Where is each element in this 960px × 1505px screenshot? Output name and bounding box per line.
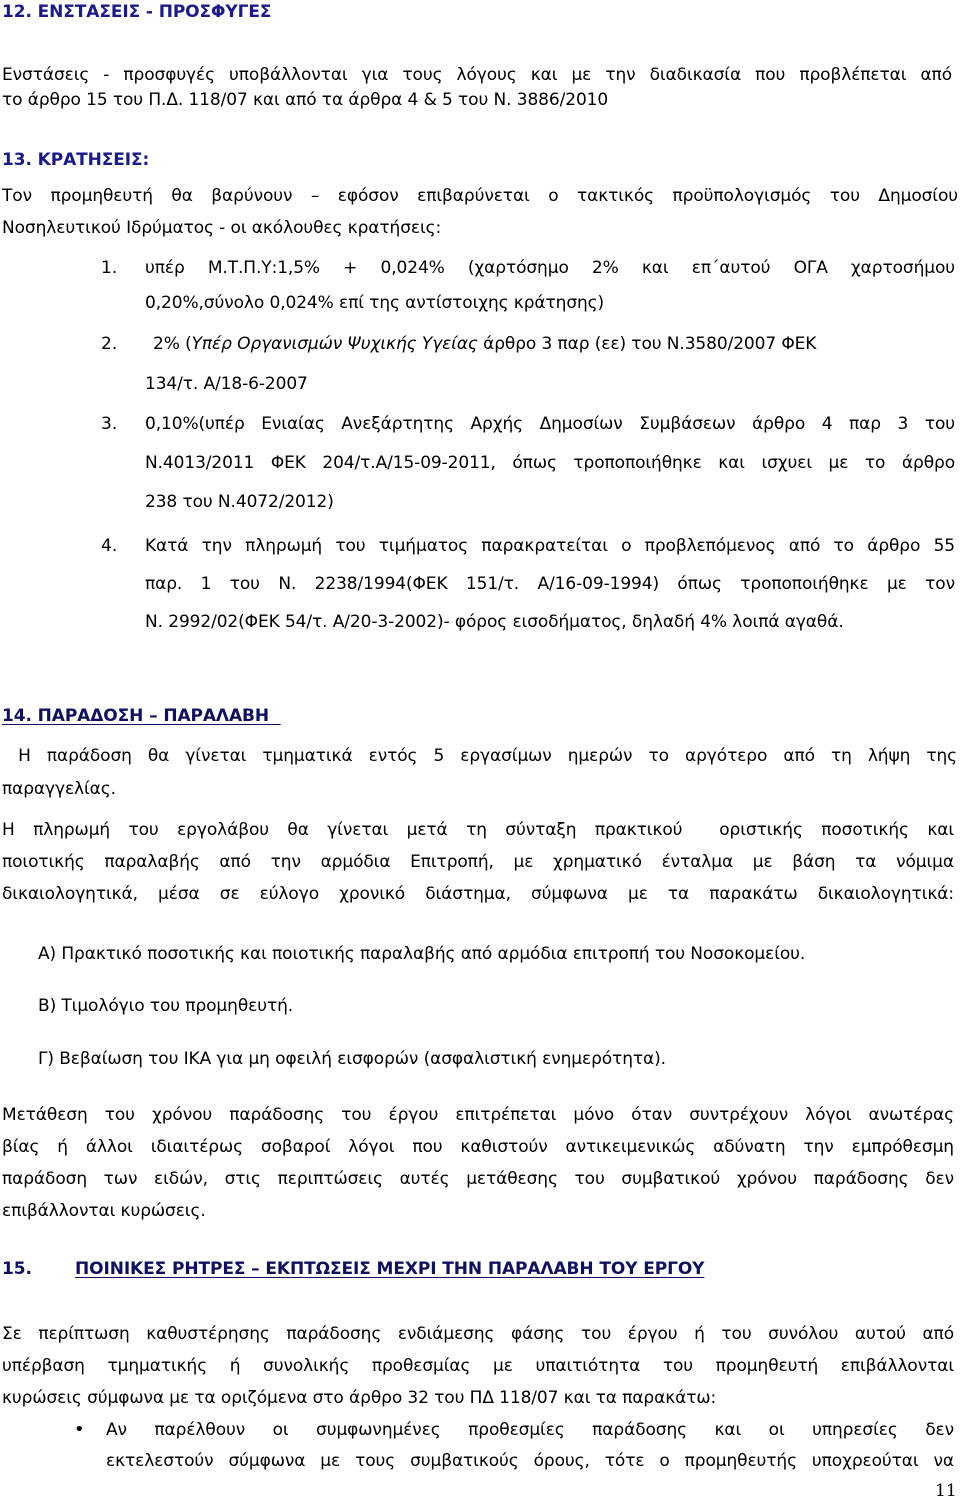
section-15-p1-line-1: Σε περίπτωση καθυστέρησης παράδοσης ενδιάμεσης φάσης του έργου ή του συνόλου αυτού από [2,1324,954,1344]
item-3-line-1: 0,10%(υπέρ Ενιαίας Ανεξάρτητης Αρχής Δημοσίων Συμβάσεων άρθρο 4 παρ 3 του [145,414,955,434]
item-3-line-2: Ν.4013/2011 ΦΕΚ 204/τ.Α/15-09-2011, όπως τροποποιήθηκε και ισχυει με το άρθρο [145,453,955,473]
item-1-number: 1. [101,258,118,278]
section-15-number: 15. [2,1259,32,1279]
item-2-line-2: 134/τ. Α/18-6-2007 [145,374,308,394]
item-2-italic-text: Υπέρ Οργανισμών Ψυχικής Υγείας [191,334,478,354]
item-3-line-3: 238 του Ν.4072/2012) [145,492,334,512]
section-15-bullet-line-1: Αν παρέλθουν οι συμφωνημένες προθεσμίες παράδοσης και οι υπηρεσίες δεν [106,1420,954,1440]
section-14-p3-line-2: βίας ή άλλοι ιδιαιτέρως σοβαροί λόγοι που καθιστούν αντικειμενικώς αδύνατη την εμπρόθεσμη [2,1137,954,1157]
section-15-heading: ΠΟΙΝΙΚΕΣ ΡΗΤΡΕΣ – ΕΚΠΤΩΣΕΙΣ ΜΕΧΡΙ ΤΗΝ ΠΑΡΑΛΑΒΗ ΤΟΥ ΕΡΓΟΥ [75,1259,705,1279]
item-3-number: 3. [101,414,118,434]
item-4-number: 4. [101,536,118,556]
section-15-p1-line-2: υπέρβαση τμηματικής ή συνολικής προθεσμίας με υπαιτιότητα του προμηθευτή επιβάλλονται [2,1356,954,1376]
section-15-bullet-line-2: εκτελεστούν σύμφωνα με τους συμβατικούς όρους, τότε ο προμηθευτής υποχρεούται να [106,1451,954,1471]
item-4-line-2: παρ. 1 του Ν. 2238/1994(ΦΕΚ 151/τ. Α/16-09-1994) όπως τροποποιήθηκε με τον [145,574,955,594]
section-14-p2-line-3: δικαιολογητικά, μέσα σε εύλογο χρονικό διάστημα, σύμφωνα με τα παρακάτω δικαιολογητικά: [2,884,954,904]
section-14-list-a: Α) Πρακτικό ποσοτικής και ποιοτικής παραλαβής από αρμόδια επιτροπή του Νοσοκομείου. [38,944,806,964]
item-2-text-end: άρθρο 3 παρ (εε) του Ν.3580/2007 ΦΕΚ [477,334,817,354]
section-14-p3-line-3: παράδοση των ειδών, στις περιπτώσεις αυτές μετάθεσης του συμβατικού χρόνου παράδοσης δεν [2,1169,954,1189]
section-14-p1-line-1: Η παράδοση θα γίνεται τμηματικά εντός 5 εργασίμων ημερών το αργότερο από τη λήψη της [2,746,958,766]
item-1-line-2: 0,20%,σύνολο 0,024% επί της αντίστοιχης κράτησης) [145,293,605,313]
item-2-line-1 [153,333,955,355]
item-2-number: 2. [101,334,118,354]
section-13-heading: 13. ΚΡΑΤΗΣΕΙΣ: [2,150,150,170]
section-14-p2-line-2: ποιοτικής παραλαβής από την αρμόδια Επιτροπή, με χρηματικό ένταλμα με βάση τα νόμιμα [2,852,954,872]
item-1-line-1: υπέρ Μ.Τ.Π.Υ:1,5% + 0,024% (χαρτόσημο 2% και επ΄αυτού ΟΓΑ χαρτοσήμου [145,258,955,278]
page-number: 11 [935,1481,957,1501]
section-13-line-2: Νοσηλευτικού Ιδρύματος - οι ακόλουθες κρατήσεις: [2,218,442,238]
section-14-heading: 14. ΠΑΡΑΔΟΣΗ – ΠΑΡΑΛΑΒΗ [2,706,281,726]
section-14-p3-line-4: επιβάλλονται κυρώσεις. [2,1201,206,1221]
section-14-p3-line-1: Μετάθεση του χρόνου παράδοσης του έργου επιτρέπεται μόνο όταν συντρέχουν λόγοι ανωτέρας [2,1105,954,1125]
section-12-line-1: Ενστάσεις - προσφυγές υποβάλλονται για τους λόγους και με την διαδικασία που προβλέπεται από [2,65,952,85]
section-12-line-2: το άρθρο 15 του Π.Δ. 118/07 και από τα άρθρα 4 & 5 του Ν. 3886/2010 [2,90,609,110]
section-14-list-b: Β) Τιμολόγιο του προμηθευτή. [38,996,294,1016]
item-4-line-3: Ν. 2992/02(ΦΕΚ 54/τ. Α/20-3-2002)- φόρος εισοδήματος, δηλαδή 4% λοιπά αγαθά. [145,612,844,632]
section-15-p1-line-3: κυρώσεις σύμφωνα με τα οριζόμενα στο άρθρο 32 του ΠΔ 118/07 και τα παρακάτω: [2,1388,717,1408]
section-14-p1-line-2: παραγγελίας. [2,779,116,799]
section-13-line-1: Τον προμηθευτή θα βαρύνουν – εφόσον επιβαρύνεται ο τακτικός προϋπολογισμός του Δημοσίου [2,186,958,206]
section-12-heading: 12. ΕΝΣΤΑΣΕΙΣ - ΠΡΟΣΦΥΓΕΣ [2,2,272,22]
item-4-line-1: Κατά την πληρωμή του τιμήματος παρακρατείται ο προβλεπόμενος από το άρθρο 55 [145,536,955,556]
section-14-list-c: Γ) Βεβαίωση του ΙΚΑ για μη οφειλή εισφορών (ασφαλιστική ενημερότητα). [38,1049,666,1069]
section-14-p2-line-1: Η πληρωμή του εργολάβου θα γίνεται μετά τη σύνταξη πρακτικού οριστικής ποσοτικής και [2,820,954,840]
item-2-text-start: 2% ( [153,334,192,354]
bullet-icon: • [74,1419,85,1440]
